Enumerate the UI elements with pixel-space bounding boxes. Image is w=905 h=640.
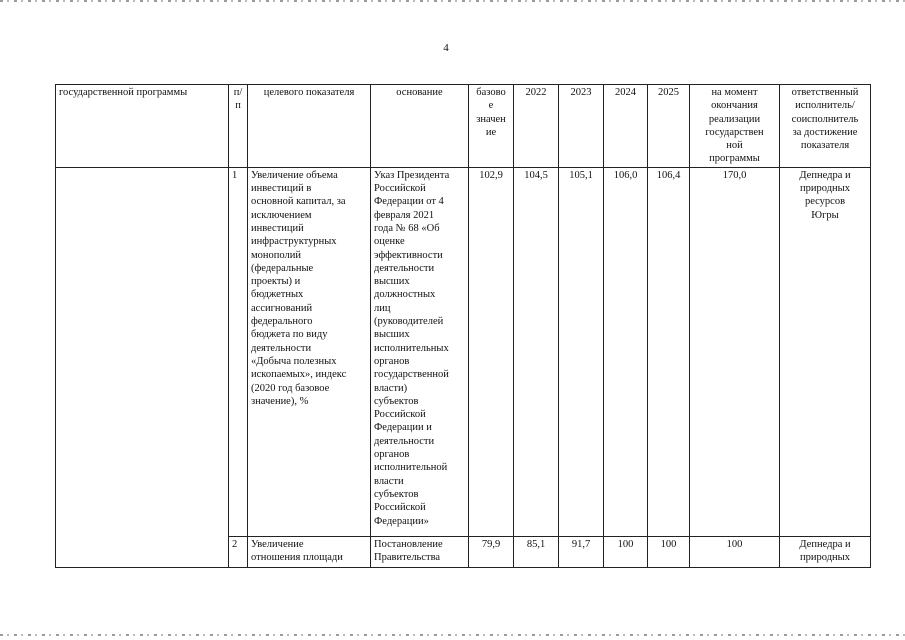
- value-2024: 100: [604, 536, 648, 567]
- end-value: 100: [690, 536, 780, 567]
- header-end-value: на момент окончания реализации государствен ной программы: [690, 85, 780, 168]
- program-cell: [56, 167, 229, 567]
- header-basis: основание: [371, 85, 469, 168]
- end-value: 170,0: [690, 167, 780, 536]
- value-2025: 106,4: [648, 167, 690, 536]
- page-number: 4: [443, 42, 449, 54]
- table-header-row: [56, 85, 871, 168]
- scan-edge-top: [0, 0, 905, 2]
- header-2023: 2023: [559, 85, 604, 168]
- header-program: государственной программы: [56, 85, 229, 168]
- header-2022: 2022: [514, 85, 559, 168]
- header-responsible: ответственный исполнитель/ соисполнитель за достижение показателя: [780, 85, 871, 168]
- indicator-basis: Постановление Правительства: [371, 536, 469, 567]
- responsible-executor: Депнедра и природных: [780, 536, 871, 567]
- indicator-name: Увеличение объема инвестиций в основной капитал, за исключением инвестиций инфраструктурных монополий (федеральные проекты) и бюджетных ассигнований федерального бюджета по виду деятельности «Добыча полезных ископаемых», индекс (2020 год базовое значение), %: [248, 167, 371, 536]
- value-2024: 106,0: [604, 167, 648, 536]
- value-2023: 91,7: [559, 536, 604, 567]
- indicators-table: [55, 84, 871, 568]
- scan-edge-bottom: [0, 634, 905, 636]
- indicator-name: Увеличение отношения площади: [248, 536, 371, 567]
- value-2022: 85,1: [514, 536, 559, 567]
- header-2024: 2024: [604, 85, 648, 168]
- header-number: п/ п: [229, 85, 248, 168]
- row-number: 1: [229, 167, 248, 536]
- value-2025: 100: [648, 536, 690, 567]
- responsible-executor: Депнедра и природных ресурсов Югры: [780, 167, 871, 536]
- header-base-value: базово е значен ие: [469, 85, 514, 168]
- header-2025: 2025: [648, 85, 690, 168]
- value-2023: 105,1: [559, 167, 604, 536]
- table-row: [56, 167, 871, 536]
- base-value: 102,9: [469, 167, 514, 536]
- base-value: 79,9: [469, 536, 514, 567]
- indicator-basis: Указ Президента Российской Федерации от 4 февраля 2021 года № 68 «Об оценке эффективности деятельности высших должностных лиц (руководителей высших исполнительных органов государственной власти) субъектов Российской Федерации и деятельности органов исполнительной власти субъектов Российской Федерации»: [371, 167, 469, 536]
- value-2022: 104,5: [514, 167, 559, 536]
- header-indicator: целевого показателя: [248, 85, 371, 168]
- row-number: 2: [229, 536, 248, 567]
